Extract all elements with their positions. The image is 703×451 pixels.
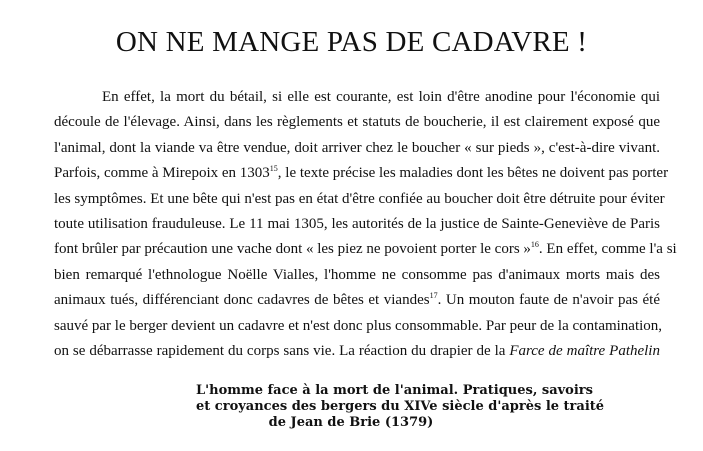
footnote-ref-16: 16 xyxy=(530,240,539,250)
paragraph-line xyxy=(54,237,677,262)
page-title: ON NE MANGE PAS DE CADAVRE ! xyxy=(115,26,588,58)
paragraph-line xyxy=(54,288,660,313)
line-text: , le texte précise les maladies dont les bêtes ne doivent pas porter xyxy=(277,165,669,182)
line-text: animaux tués, différenciant donc cadavres de bêtes et viandes xyxy=(54,292,430,309)
paragraph-line: les symptômes. Et une bête qui n'est pas en état d'être confiée au boucher doit être détruite pour éviter xyxy=(54,190,665,207)
paragraph-line: En effet, la mort du bétail, si elle est courante, est loin d'être anodine pour l'économie qui xyxy=(102,89,660,105)
caption-line: L'homme face à la mort de l'animal. Pratiques, savoirs xyxy=(196,383,593,398)
paragraph-line: l'animal, dont la viande va être vendue, doit arriver chez le boucher « sur pieds », c'est-à-dire vivant. xyxy=(54,139,660,156)
body-paragraph xyxy=(54,85,677,364)
paragraph-line xyxy=(54,339,660,364)
source-caption xyxy=(196,383,605,431)
line-text: . En effet, comme l'a si xyxy=(538,241,677,258)
line-text: on se débarrasse rapidement du corps sans vie. La réaction du drapier de la xyxy=(54,342,510,359)
line-text: font brûler par précaution une vache dont « les piez ne povoient porter le cors » xyxy=(54,241,531,258)
paragraph-line: découle de l'élevage. Ainsi, dans les règlements et statuts de boucherie, il est clairement exposé que xyxy=(54,114,660,131)
paragraph-line xyxy=(54,161,669,186)
paragraph-line: sauvé par le berger devient un cadavre et n'est donc plus consommable. Par peur de la contamination, xyxy=(54,317,663,334)
paragraph-line: toute utilisation frauduleuse. Le 11 mai 1305, les autorités de la justice de Sainte-Geneviève de Paris xyxy=(54,215,660,232)
line-text: . Un mouton faute de n'avoir pas été xyxy=(437,292,660,309)
line-text: Parfois, comme à Mirepoix en 1303 xyxy=(54,165,270,182)
footnote-ref-17: 17 xyxy=(429,291,438,301)
caption-line: et croyances des bergers du XIVe siècle d'après le traité xyxy=(196,399,605,414)
footnote-ref-15: 15 xyxy=(269,164,278,174)
caption-line: de Jean de Brie (1379) xyxy=(268,415,434,430)
paragraph-line: bien remarqué l'ethnologue Noëlle Vialles, l'homme ne consomme pas d'animaux morts mais des xyxy=(54,266,660,283)
work-title-italic: Farce de maître Pathelin xyxy=(509,342,660,359)
